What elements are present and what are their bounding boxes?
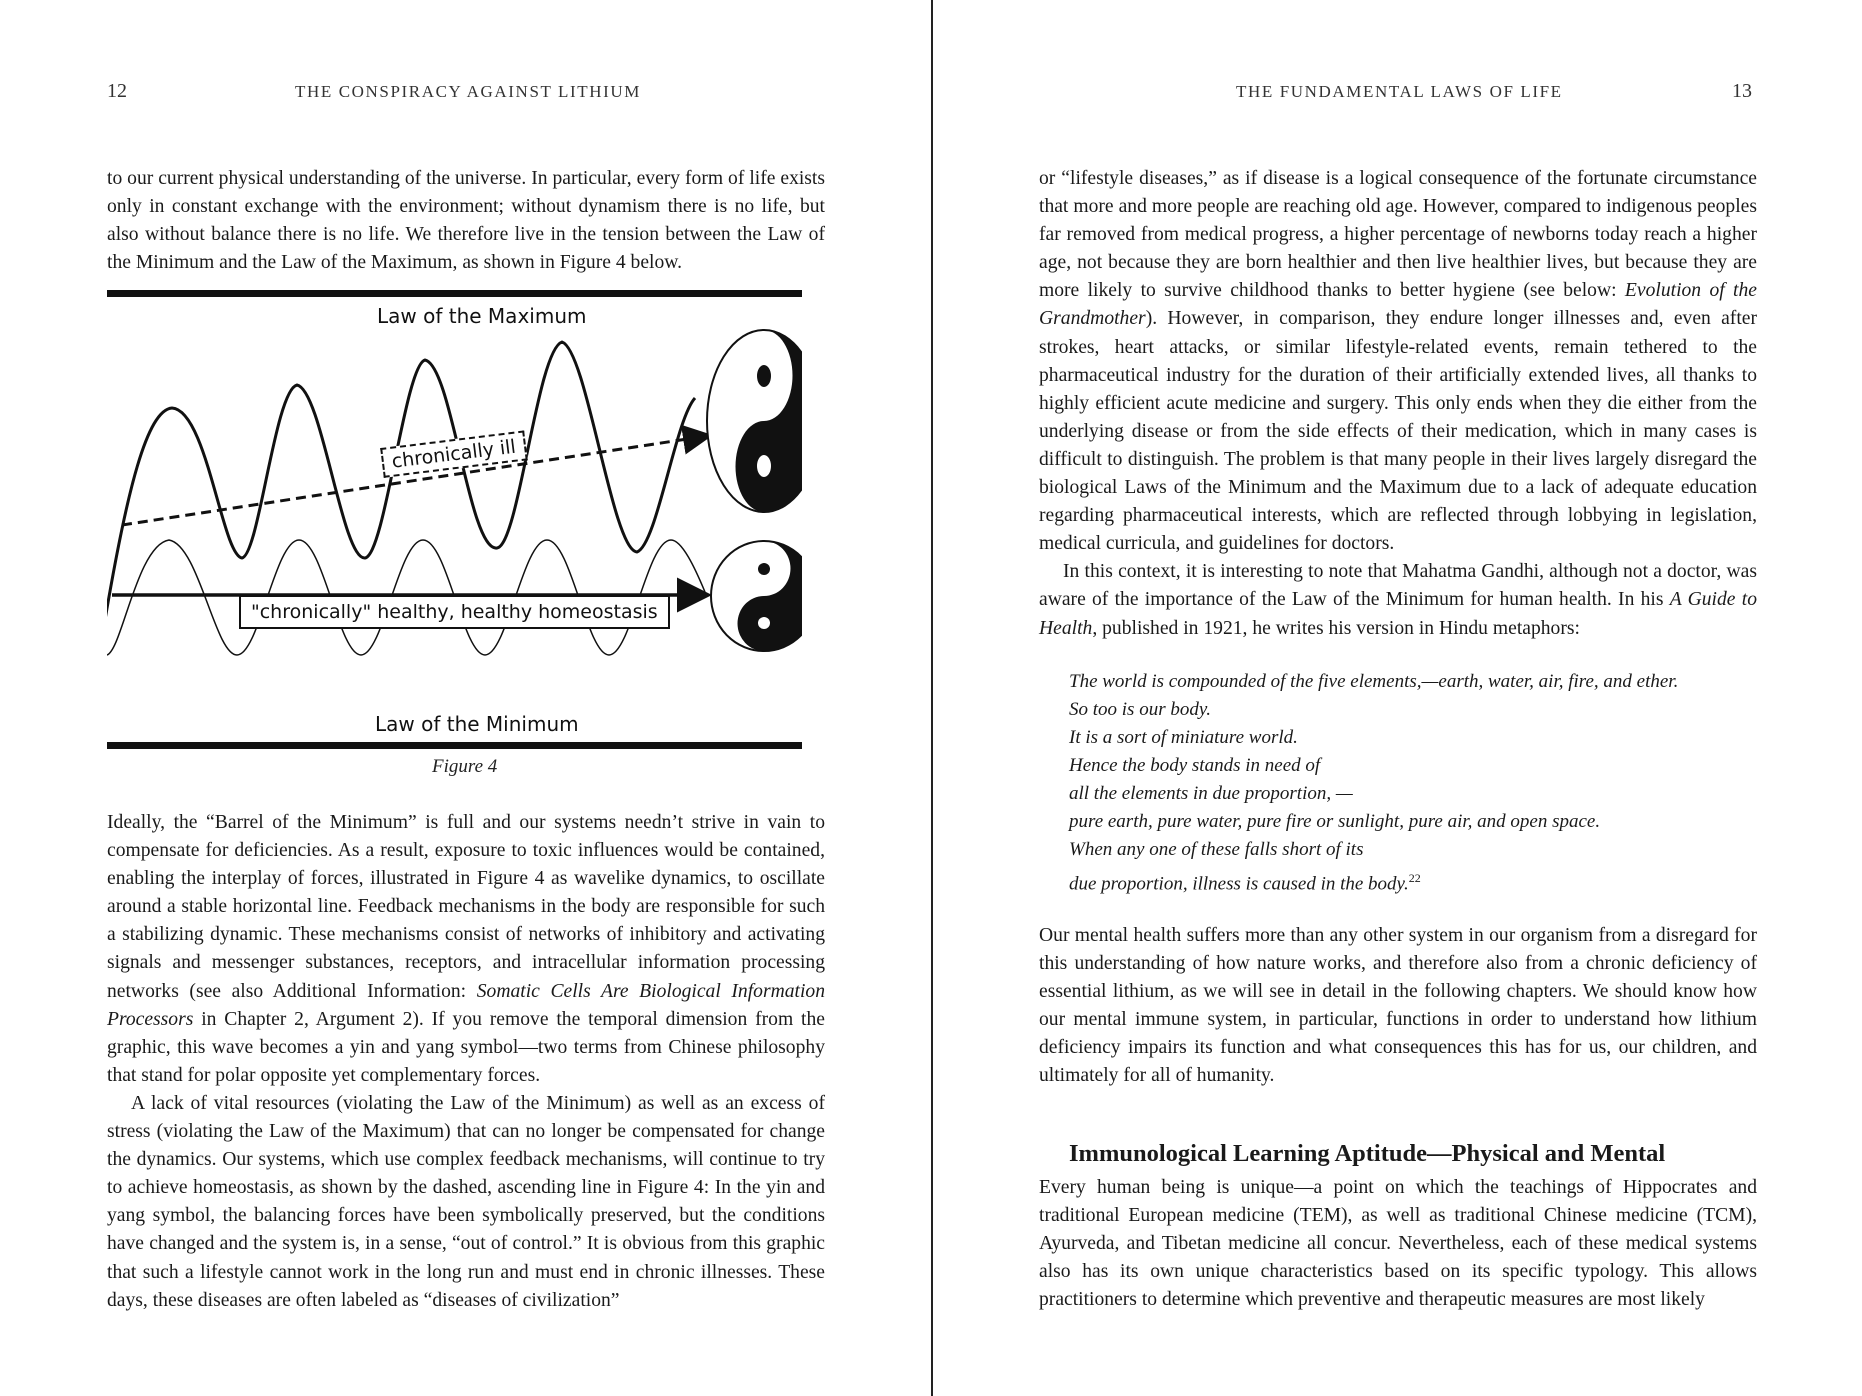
figure-caption: Figure 4 — [432, 756, 498, 777]
right-page — [933, 0, 1862, 1396]
quote-line-last: due proportion, illness is caused in the body.$^{22}$ — [1069, 871, 1421, 895]
figure-4 — [107, 290, 802, 790]
quote-line: pure earth, pure water, pure fire or sunlight, pure air, and open space. — [1069, 811, 1601, 832]
quote-line: So too is our body. — [1069, 699, 1211, 720]
body-paragraphs — [107, 809, 825, 1315]
gandhi-quote — [1069, 668, 1678, 898]
quote-line: When any one of these falls short of its — [1069, 839, 1364, 860]
body-paragraph-mental-health: Our mental health suffers more than any other system in our organism from a disregard for this understanding of how nature works, and therefore also from a chronic deficiency of essential lithium, as we will see in detail in the following chapters. We should know how our mental immune system, in particular, functions in order to understand how lithium deficiency impairs its function and what consequences this has for us, our children, and ultimately for all of humanity. — [1039, 925, 1757, 1087]
yin-yang-small-icon — [711, 541, 802, 651]
paragraph-lifestyle-diseases: or “lifestyle diseases,” as if disease is a logical consequence of the fortunate circumstance that more and more people are reaching old age. However, compared to indigenous peoples far removed from medical progress, a higher percentage of newborns today reach a higher age, not because they are born healthier and then live healthier lives, but because they are more likely to survive childhood thanks to better hygiene (see below: Evolution of the Grandmother). However, in comparison, they endure longer illnesses and, even after strokes, heart attacks, or similar lifestyle-related events, remain tethered to the pharmaceutical industry for the duration of their artificially extended lives, all thanks to highly efficient acute medicine and surgery. This only ends when they die either from the underlying disease or from the side effects of their medication, which in many cases is difficult to distinguish. The problem is that many people in their lives largely disregard the biological Laws of the Minimum and the Maximum due to a lack of adequate education regarding pharmaceutical interests, which are reflected through lobbying in legislation, medical curricula, and guidelines for doctors. — [1039, 168, 1757, 555]
quote-line: all the elements in due proportion, — — [1069, 783, 1353, 804]
bottom-rule — [107, 742, 802, 749]
chronically-ill-label: chronically ill — [380, 430, 527, 477]
top-rule — [107, 290, 802, 297]
running-head: THE FUNDAMENTAL LAWS OF LIFE — [1236, 82, 1563, 101]
paragraph-lack-of-resources: A lack of vital resources (violating the Law of the Minimum) as well as an excess of stress (violating the Law of the Maximum) that can no longer be compensated for change the dynamics. Our systems, which use complex feedback mechanisms, will continue to try to achieve homeostasis, as shown by the dashed, ascending line in Figure 4: In the yin and yang symbol, the balancing forces have been symbolically preserved, but the conditions have changed and the system is, in a sense, “out of control.” It is obvious from this graphic that such a lifestyle cannot work in the long run and must end in chronic illnesses. These days, these diseases are often labeled as “diseases of civilization” — [107, 1092, 825, 1311]
page-number: 12 — [107, 80, 127, 102]
body-paragraph-unique: Every human being is unique—a point on which the teachings of Hippocrates and traditional European medicine (TEM), as well as traditional Chinese medicine (TCM), Ayurveda, and Tibetan medicine all concur. Nevertheless, each of these medical systems also has its own unique characteristics based on its specific typology. This allows practitioners to determine which preventive and therapeutic measures are most likely — [1039, 1177, 1757, 1311]
intro-paragraph: to our current physical understanding of the universe. In particular, every form of life exists only in constant exchange with the environment; without dynamism there is no life, but also without balance there is no life. We therefore live in the tension between the Law of the Minimum and the Law of the Maximum, as shown in Figure 4 below. — [107, 168, 825, 274]
quote-line: Hence the body stands in need of — [1069, 755, 1321, 776]
yin-yang-large-icon — [707, 330, 802, 512]
paragraph-gandhi: In this context, it is interesting to note that Mahatma Gandhi, although not a doctor, was aware of the importance of the Law of the Minimum for human health. In his A Guide to Health, published in 1921, he writes his version in Hindu metaphors: — [1039, 561, 1757, 639]
page-number: 13 — [1732, 80, 1752, 102]
body-paragraphs-top — [1039, 165, 1757, 643]
quote-line: It is a sort of miniature world. — [1069, 727, 1298, 748]
running-head: THE CONSPIRACY AGAINST LITHIUM — [295, 82, 641, 101]
quote-line: The world is compounded of the five elements,—earth, water, air, fire, and ether. — [1069, 671, 1679, 692]
law-of-minimum-label: Law of the Minimum — [375, 712, 579, 736]
law-of-maximum-label: Law of the Maximum — [377, 304, 587, 328]
healthy-homeostasis-label: "chronically" healthy, healthy homeostasis — [239, 595, 670, 629]
footnote-marker: 22 — [1408, 871, 1421, 885]
paragraph-barrel: Ideally, the “Barrel of the Minimum” is full and our systems needn’t strive in vain to compensate for deficiencies. As a result, exposure to toxic influences would be contained, enabling the interplay of forces, illustrated in Figure 4 as wavelike dynamics, to oscillate around a stable horizontal line. Feedback mechanisms in the body are responsible for such a stabilizing dynamic. These mechanisms consist of networks of inhibitory and activating signals and messenger substances, receptors, and intracellular information processing networks (see also Additional Information: Somatic Cells Are Biological Information Processors in Chapter 2, Argument 2). If you remove the temporal dimension from the graphic, this wave becomes a yin and yang symbol—two terms from Chinese philosophy that stand for polar opposite yet complementary forces. — [107, 812, 826, 1086]
chronically-ill-wave — [107, 342, 695, 620]
section-heading: Immunological Learning Aptitude—Physical and Mental — [1069, 1140, 1666, 1167]
